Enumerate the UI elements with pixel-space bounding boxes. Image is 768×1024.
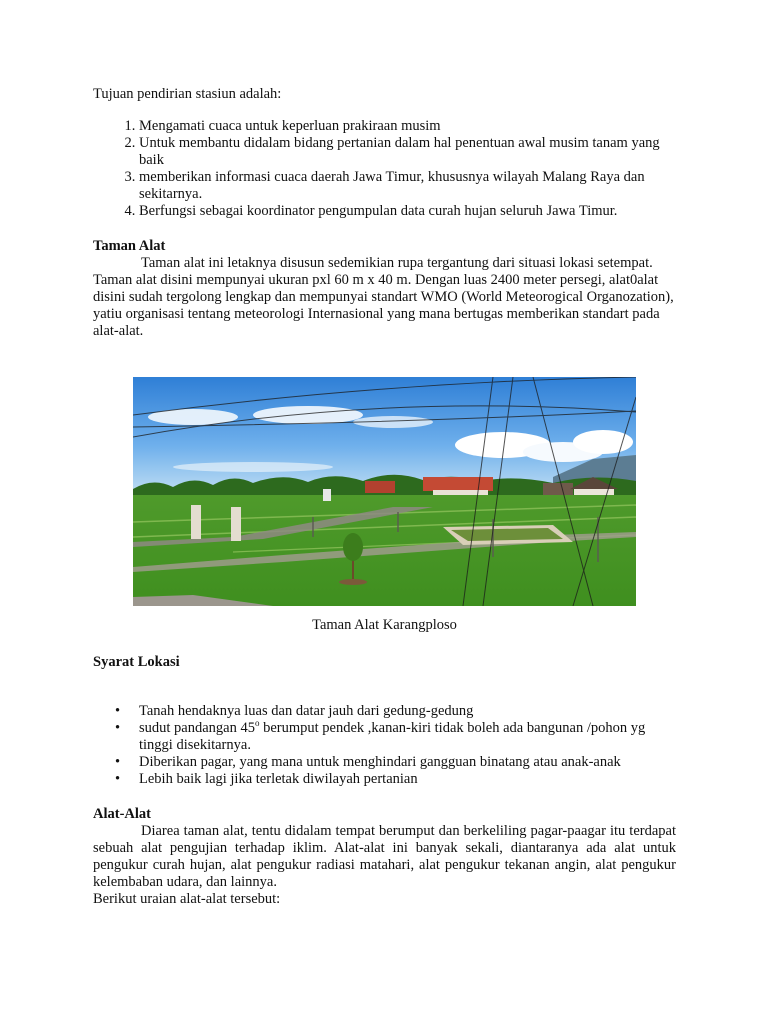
bullet-icon: •	[115, 703, 121, 719]
syarat-list	[93, 703, 676, 788]
list-item	[115, 718, 676, 754]
list-item	[115, 703, 676, 720]
alat-followup: Berikut uraian alat-alat tersebut:	[93, 891, 281, 907]
bullet-icon: •	[115, 771, 121, 787]
list-item-text: Tanah hendaknya luas dan datar jauh dari gedung-gedung	[139, 703, 474, 719]
degree-superscript: o	[254, 718, 260, 729]
taman-body: Taman alat ini letaknya disusun sedemikian rupa tergantung dari situasi lokasi setempat. Taman alat disini mempunyai ukuran pxl 60 m x 40 m. Dengan luas 2400 meter persegi, alat0alat disini sudah tergolong lengkap dan mempunyai standart WMO (World Meteorogical Organozation), yatiu organisasi tentang meteorologi Internasional yang mana bertugas memberikan standart pada alat-alat.	[93, 255, 674, 339]
list-item-text: sudut pandangan 45	[139, 720, 255, 736]
list-item	[115, 754, 676, 771]
goal-item: 3. memberikan informasi cuaca daerah Jawa Timur, khususnya wilayah Malang Raya dan sekitarnya.	[139, 169, 676, 203]
list-item-text-rest: berumput pendek ,kanan-kiri tidak boleh ada bangunan /pohon yg tinggi disekitarnya.	[139, 720, 646, 753]
document-page	[93, 86, 676, 908]
taman-heading: Taman Alat	[93, 238, 166, 254]
alat-heading: Alat-Alat	[93, 806, 151, 822]
intro-text: Tujuan pendirian stasiun adalah:	[93, 86, 282, 102]
goal-item: 1. Mengamati cuaca untuk keperluan prakiraan musim	[139, 118, 676, 135]
taman-alat-photo	[133, 377, 636, 606]
bullet-icon: •	[115, 720, 121, 736]
list-item	[115, 771, 676, 788]
goal-item: 2. Untuk membantu didalam bidang pertanian dalam hal penentuan awal musim tanam yang baik	[139, 135, 676, 169]
goals-list	[93, 118, 676, 220]
goal-item: 4. Berfungsi sebagai koordinator pengumpulan data curah hujan seluruh Jawa Timur.	[139, 203, 676, 220]
figure-caption: Taman Alat Karangploso	[312, 617, 457, 633]
alat-body: Diarea taman alat, tentu didalam tempat berumput dan berkeliling pagar-paagar itu terdapat sebuah alat pengujian terhadap iklim. Alat-alat ini banyak sekali, diantaranya ada alat untuk pengukur curah hujan, alat pengukur radiasi matahari, alat pengukur tekanan angin, alat pengukur kelembaban udara, dan lainnya.	[93, 823, 676, 890]
list-item-text: Diberikan pagar, yang mana untuk menghindari gangguan binatang atau anak-anak	[139, 754, 621, 770]
syarat-heading: Syarat Lokasi	[93, 654, 180, 670]
list-item-text: Lebih baik lagi jika terletak diwilayah pertanian	[139, 771, 418, 787]
bullet-icon: •	[115, 754, 121, 770]
